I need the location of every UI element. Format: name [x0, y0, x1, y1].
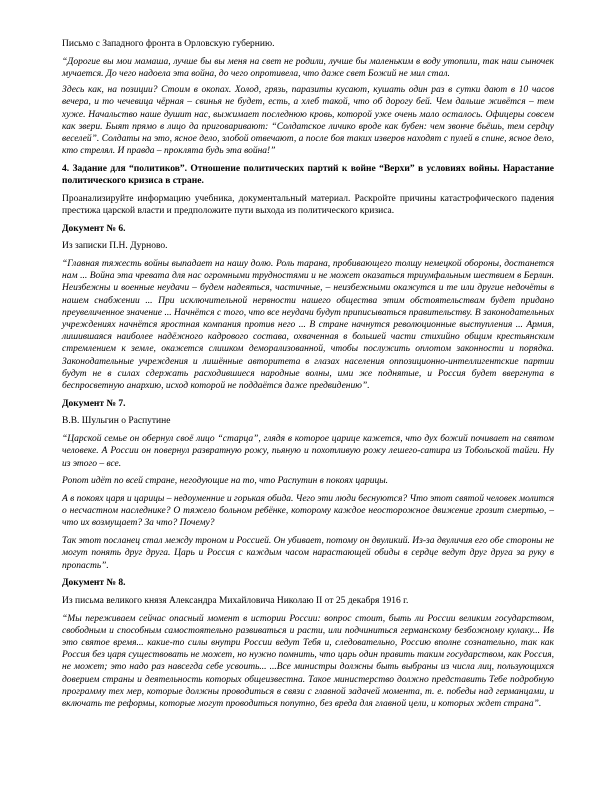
source-caption: В.В. Шульгин о Распутине — [62, 416, 171, 427]
document-heading: Документ № 7. — [62, 398, 126, 409]
document-page — [62, 38, 554, 716]
document-quote-paragraph: Так этот посланец стал между троном и Россией. Он убивает, потому он двуликий. Из-за двуличия его обе стороны не могут понять друг друга. Царь и Россия с каждым часом нарастающей обиды в сердце ведут друг друга за руку в пропасть”. — [62, 536, 554, 571]
letter-quote-paragraph: “Дорогие вы мои мамаша, лучше бы вы меня на свет не родили, лучше бы маленьким в воду утопили, так наш сыночек мучается. До чего надоела эта война, до чего опротивела, что даже свет Божий не мил стал. — [62, 56, 554, 79]
document-quote-paragraph: “Мы переживаем сейчас опасный момент в истории России: вопрос стоит, быть ли России великим государством, свободным и способным самостоятельно развиваться и расти, или подчиниться германскому безбожному кулаку... Ив это святое время... какие-то силы внутри России ведут Тебя и, следовательно, Россию вполне сознательно, так как Россия без царя существовать не может, но нужно помнить, что царь один править таким государством, как Россия, не может; это надо раз навсегда себе усвоить... ...Все министры должны быть выбраны из числа лиц, пользующихся доверием страны и деятельность которых общеизвестна. Такое министерство должно представить Тебе подробную программу тех мер, которые должны проводиться в связи с главной задачей момента, т. е. победы над германцами, и включать те реформы, которые могут проводиться попутно, без вреда для главной цели, и которых ждет страна”. — [62, 613, 554, 710]
document-quote-paragraph: Ропот идёт по всей стране, негодующие на то, что Распутин в покоях царицы. — [62, 476, 389, 487]
letter-quote-paragraph: Здесь как, на позиции? Стоим в окопах. Холод, грязь, паразиты кусают, кушать один раз в сутки дают в 10 часов вечера, и то чечевица чёрная – свинья не будет, есть, а хлеб такой, что об дорогу бей. Чем дальше живётся – тем хуже. Начальство наше душит нас, выжимает последнюю кровь, которой уже очень мало осталось. Офицеры совсем как звери. Быят прямо в лицо да приговаривают: “Солдатское личико вроде как бубен: чем звонче бьёшь, тем сердцу веселей”. Солдаты на это, ясное дело, злобой отвечают, а после боя таких изверов находят с пулей в спине, ясное дело, кто стрелял. И правда – проклята будь эта война!” — [62, 85, 554, 157]
task-instructions: Проанализируйте информацию учебника, документальный материал. Раскройте причины катастрофического падения престижа царской власти и предположите пути выхода из политического кризиса. — [62, 193, 554, 216]
source-caption: Из записки П.Н. Дурново. — [62, 241, 168, 252]
document-quote-paragraph: “Главная тяжесть войны выпадает на нашу долю. Роль тарана, пробивающего толщу немецкой обороны, достанется нам ... Война эта чревата для нас огромными трудностями и не может оказаться триумфальным шествием в Берлин. Неизбежны и военные неудачи – будем надеяться, частичные, – неизбежными окажутся и те или другие недочёты в нашем снабжении ... При исключительной нервности нашего общества этим обстоятельствам будет придано преувеличенное значение ... Начнётся с того, что все неудачи будут приписываться правительству. В законодательных учреждениях начнётся яростная компания против него ... В стране начнутся революционные выступления ... Армия, лишившаяся наиболее надёжного кадрового состава, охваченная в большей части стихийно общим крестьянским стремлением к земле, окажется слишком деморализованной, чтобы послужить оплотом законности и порядка. Законодательные учреждения и лишённые авторитета в глазах населения оппозиционно-интеллигентские партии будут не в силах сдержать расходившиеся народные волны, ими же поднятые, и Россия будет ввергнута в беспросветную анархию, исход которой не поддаётся даже предвидению”. — [62, 259, 554, 392]
document-quote-paragraph: “Царской семье он обернул своё лицо “старца”, глядя в которое царице кажется, что дух божий почивает на святом человеке. А России он повернул развратную рожу, пьяную и похотливую рожу лешего-сатира из Тобольской тайги. Ну из этого – все. — [62, 434, 554, 469]
source-caption: Письмо с Западного фронта в Орловскую губернию. — [62, 39, 275, 49]
document-heading: Документ № 8. — [62, 578, 126, 589]
task-heading: 4. Задание для “политиков”. Отношение политических партий к войне “Верхи” в условиях войны. Нарастание политического кризиса в стране. — [62, 163, 554, 187]
source-caption: Из письма великого князя Александра Михайловича Николаю II от 25 декабря 1916 г. — [62, 595, 409, 606]
document-heading: Документ № 6. — [62, 223, 126, 234]
document-quote-paragraph: А в покоях царя и царицы – недоуменние и горькая обида. Чего эти люди беснуются? Что этот святой человек молится о несчастном наследнике? О тяжело больном ребёнке, которому каждое неосторожное движение грозит смертью, – что их возмущает? За что? Почему? — [62, 494, 554, 529]
